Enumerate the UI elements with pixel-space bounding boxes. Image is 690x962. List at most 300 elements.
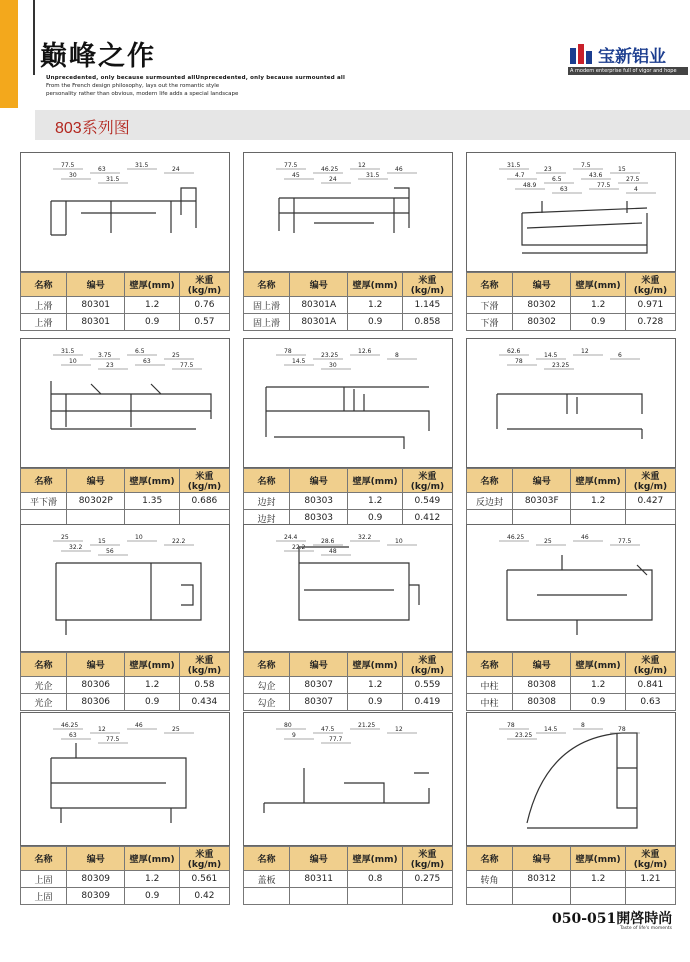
dimension-label: 12 [395,726,403,733]
dimension-label: 7.5 [581,162,591,169]
spec-cell: 上滑 [21,314,67,331]
dimension-label: 77.7 [329,736,343,743]
spec-header-cell: 名称 [21,273,67,297]
profile-cross-section [21,339,229,467]
spec-cell: 0.419 [402,694,452,711]
spec-cell: 0.9 [125,314,179,331]
dimension-label: 23.25 [552,362,570,369]
dimension-label: 32.2 [69,544,83,551]
spec-cell: 0.427 [625,493,675,510]
spec-cell: 1.2 [348,677,402,694]
spec-row [21,314,230,331]
spec-cell: 1.21 [625,871,675,888]
profile-cross-section [21,525,229,651]
spec-header-cell: 名称 [21,469,67,493]
dimension-label: 46.25 [321,166,339,173]
dimension-label: 80 [284,722,292,729]
spec-cell: 勾企 [244,694,290,711]
profile-drawing [243,152,453,272]
header-rule [33,0,35,75]
spec-header-cell: 名称 [21,847,67,871]
profile-drawing [466,338,676,468]
spec-header-cell: 壁厚(mm) [125,847,179,871]
spec-cell: 0.728 [625,314,675,331]
dimension-label: 24 [172,166,180,173]
profile-outline [299,547,419,620]
spec-cell [348,888,402,905]
profile-drawing [20,338,230,468]
dimension-label: 56 [106,548,114,555]
spec-header-cell: 米重(kg/m) [179,469,229,493]
spec-cell: 80302P [66,493,125,510]
spec-header-cell: 米重(kg/m) [625,847,675,871]
spec-header-cell: 壁厚(mm) [571,653,625,677]
profile-outline [51,743,186,823]
dimension-label: 12.6 [358,348,372,355]
spec-cell: 0.9 [348,314,402,331]
profile-drawing [466,524,676,652]
profile-drawing [466,712,676,846]
spec-header-cell: 编号 [289,469,348,493]
spec-cell: 固上滑 [244,297,290,314]
spec-cell: 边封 [244,493,290,510]
spec-row [467,871,676,888]
spec-header-cell: 壁厚(mm) [348,469,402,493]
spec-table [243,272,453,331]
dimension-label: 31.5 [135,162,149,169]
dimension-label: 6.5 [552,176,562,183]
dimension-label: 6 [618,352,622,359]
spec-header-row [21,653,230,677]
dimension-label: 78 [507,722,515,729]
dimension-label: 46 [395,166,403,173]
dimension-label: 23 [106,362,114,369]
spec-cell: 0.841 [625,677,675,694]
profile-drawing [243,338,453,468]
spec-cell [244,888,290,905]
spec-header-cell: 编号 [289,273,348,297]
spec-cell: 80306 [66,694,125,711]
profile-drawing [466,152,676,272]
dimension-label: 48 [329,548,337,555]
spec-cell: 0.9 [571,314,625,331]
dimension-label: 78 [284,348,292,355]
spec-header-cell: 编号 [66,273,125,297]
spec-cell: 80308 [512,677,571,694]
subline-2: personality rather than obvious, modern life adds a special landscape [46,91,239,97]
spec-row [244,677,453,694]
spec-header-cell: 名称 [244,273,290,297]
spec-header-row [467,273,676,297]
spec-cell: 80301A [289,297,348,314]
dimension-label: 25 [544,538,552,545]
spec-header-cell: 编号 [66,469,125,493]
spec-header-cell: 编号 [512,847,571,871]
spec-cell: 0.42 [179,888,229,905]
spec-row [467,677,676,694]
spec-row [244,694,453,711]
footer-subtitle: Taste of life's moments [620,926,672,931]
spec-row [21,888,230,905]
spec-cell: 80303 [289,493,348,510]
spec-header-cell: 名称 [21,653,67,677]
spec-cell [402,888,452,905]
spec-header-cell: 编号 [512,273,571,297]
dimension-label: 77.5 [106,736,120,743]
dimension-label: 22.2 [172,538,186,545]
dimension-label: 78 [515,358,523,365]
spec-header-cell: 壁厚(mm) [571,847,625,871]
spec-header-cell: 编号 [289,847,348,871]
spec-header-cell: 米重(kg/m) [402,847,452,871]
dimension-label: 12 [581,348,589,355]
spec-cell: 平下滑 [21,493,67,510]
spec-header-row [21,469,230,493]
spec-cell: 盖板 [244,871,290,888]
profile-drawing [20,152,230,272]
spec-header-cell: 米重(kg/m) [179,653,229,677]
dimension-label: 14.5 [544,726,558,733]
spec-header-cell: 名称 [467,273,513,297]
spec-cell: 80311 [289,871,348,888]
spec-header-row [244,273,453,297]
spec-cell: 1.145 [402,297,452,314]
dimension-label: 28.6 [321,538,335,545]
profile-outline [51,188,196,235]
spec-header-cell: 壁厚(mm) [125,653,179,677]
spec-cell: 边封 [244,510,290,527]
profile-drawing [243,712,453,846]
spec-header-cell: 壁厚(mm) [125,469,179,493]
profile-outline [507,555,652,635]
spec-row [21,694,230,711]
spec-header-cell: 米重(kg/m) [402,273,452,297]
profile-outline [522,201,647,253]
spec-header-cell: 编号 [512,653,571,677]
spec-header-row [244,847,453,871]
spec-cell: 0.9 [125,888,179,905]
profile-cross-section [244,153,452,271]
page-title: 巅峰之作 [40,41,156,72]
dimension-label: 15 [618,166,626,173]
spec-row [467,493,676,510]
dimension-label: 62.6 [507,348,521,355]
dimension-label: 47.5 [321,726,335,733]
dimension-label: 25 [172,726,180,733]
dimension-label: 30 [329,362,337,369]
dimension-label: 25 [172,352,180,359]
dimension-label: 12 [98,726,106,733]
spec-header-cell: 壁厚(mm) [125,273,179,297]
spec-header-row [467,469,676,493]
spec-table [243,652,453,711]
dimension-label: 63 [98,166,106,173]
dimension-label: 23.25 [515,732,533,739]
spec-table [20,272,230,331]
dimension-label: 63 [69,732,77,739]
profile-cross-section [467,525,675,651]
spec-cell: 0.559 [402,677,452,694]
spec-cell: 光企 [21,694,67,711]
dimension-label: 4.7 [515,172,525,179]
spec-header-cell: 名称 [467,469,513,493]
spec-cell: 80307 [289,677,348,694]
profile-drawing [20,712,230,846]
dimension-label: 8 [581,722,585,729]
dimension-label: 31.5 [507,162,521,169]
profile-outline [264,768,429,813]
dimension-label: 3.75 [98,352,112,359]
spec-row [244,871,453,888]
spec-header-row [21,273,230,297]
dimension-label: 77.5 [180,362,194,369]
profile-outline [266,387,429,449]
spec-header-cell: 壁厚(mm) [571,469,625,493]
profile-outline [56,563,201,635]
spec-cell: 中柱 [467,677,513,694]
profile-cross-section [244,525,452,651]
spec-cell [571,888,625,905]
spec-cell: 1.2 [125,677,179,694]
spec-header-row [467,847,676,871]
spec-cell: 中柱 [467,694,513,711]
spec-row [467,888,676,905]
subline-1: From the French design philosophy, lays out the romantic style [46,83,220,89]
side-tab [0,0,18,108]
profile-cross-section [244,339,452,467]
spec-cell: 1.2 [571,871,625,888]
spec-header-row [244,653,453,677]
spec-cell: 0.412 [402,510,452,527]
dimension-label: 14.5 [544,352,558,359]
spec-table [466,652,676,711]
dimension-label: 10 [135,534,143,541]
profile-cross-section [21,713,229,845]
spec-cell [289,888,348,905]
spec-cell: 80307 [289,694,348,711]
profile-outline [497,394,642,439]
spec-cell: 80308 [512,694,571,711]
spec-header-row [21,847,230,871]
spec-table [243,846,453,905]
spec-cell: 0.76 [179,297,229,314]
dimension-label: 15 [98,538,106,545]
dimension-label: 24.4 [284,534,298,541]
dimension-label: 63 [143,358,151,365]
spec-header-row [244,469,453,493]
spec-header-cell: 壁厚(mm) [348,847,402,871]
dimension-label: 77.5 [618,538,632,545]
spec-cell: 1.2 [348,297,402,314]
dimension-label: 22.2 [292,544,306,551]
spec-cell [467,888,513,905]
spec-cell: 固上滑 [244,314,290,331]
spec-cell: 80301 [66,314,125,331]
spec-table [466,272,676,331]
spec-table [20,652,230,711]
spec-cell: 0.9 [125,694,179,711]
spec-cell: 0.9 [348,694,402,711]
spec-cell: 0.63 [625,694,675,711]
spec-cell [512,888,571,905]
dimension-label: 23 [544,166,552,173]
spec-row [244,297,453,314]
dimension-label: 31.5 [61,348,75,355]
spec-cell: 下滑 [467,314,513,331]
logo-name: 宝新铝业 [598,47,666,67]
spec-header-cell: 米重(kg/m) [179,847,229,871]
spec-cell: 下滑 [467,297,513,314]
dimension-label: 31.5 [106,176,120,183]
spec-row [467,314,676,331]
dimension-label: 31.5 [366,172,380,179]
dimension-label: 27.5 [626,176,640,183]
dimension-label: 46.25 [61,722,79,729]
spec-cell: 80312 [512,871,571,888]
spec-cell: 1.35 [125,493,179,510]
dimension-label: 46.25 [507,534,525,541]
dimension-label: 14.5 [292,358,306,365]
spec-header-cell: 米重(kg/m) [402,653,452,677]
spec-row [21,493,230,510]
dimension-label: 9 [292,732,296,739]
spec-row [467,694,676,711]
spec-cell: 80301 [66,297,125,314]
spec-cell [625,888,675,905]
spec-header-cell: 编号 [512,469,571,493]
section-title: 803系列图 [55,120,130,137]
profile-cross-section [467,339,675,467]
spec-cell: 0.9 [348,510,402,527]
spec-header-cell: 名称 [244,469,290,493]
spec-row [21,677,230,694]
spec-cell: 0.57 [179,314,229,331]
brand-logo [568,40,688,80]
dimension-label: 30 [69,172,77,179]
spec-cell: 1.2 [571,493,625,510]
profile-cross-section [244,713,452,845]
spec-cell: 80301A [289,314,348,331]
spec-header-cell: 名称 [244,847,290,871]
spec-cell: 80309 [66,888,125,905]
dimension-label: 25 [61,534,69,541]
spec-row [244,493,453,510]
spec-cell: 1.2 [571,677,625,694]
spec-cell: 0.434 [179,694,229,711]
dimension-label: 10 [69,358,77,365]
dimension-label: 46 [581,534,589,541]
spec-row [244,314,453,331]
spec-table [20,846,230,905]
dimension-label: 43.6 [589,172,603,179]
spec-cell: 0.9 [571,694,625,711]
spec-cell: 转角 [467,871,513,888]
dimension-label: 6.5 [135,348,145,355]
logo-band: A modern enterprise full of vigor and hope [568,67,688,75]
spec-cell: 0.549 [402,493,452,510]
spec-header-cell: 米重(kg/m) [625,653,675,677]
spec-header-cell: 米重(kg/m) [402,469,452,493]
spec-cell: 0.686 [179,493,229,510]
spec-header-cell: 名称 [244,653,290,677]
dimension-label: 77.5 [61,162,75,169]
spec-cell: 反边封 [467,493,513,510]
spec-header-cell: 壁厚(mm) [571,273,625,297]
profile-drawing [20,524,230,652]
spec-table [466,846,676,905]
spec-table [20,468,230,527]
tagline: Unprecedented, only because surmounted allUnprecedented, only because surmounted all [46,75,346,81]
spec-cell: 上滑 [21,297,67,314]
dimension-label: 12 [358,162,366,169]
dimension-label: 63 [560,186,568,193]
dimension-label: 48.9 [523,182,537,189]
spec-header-cell: 名称 [467,653,513,677]
spec-cell: 1.2 [125,297,179,314]
dimension-label: 46 [135,722,143,729]
spec-header-cell: 壁厚(mm) [348,653,402,677]
spec-cell: 0.8 [348,871,402,888]
page-numbers: 050-051開啓時尚 [552,911,673,927]
spec-cell: 上固 [21,888,67,905]
spec-row [244,888,453,905]
profile-drawing [243,524,453,652]
dimension-label: 23.25 [321,352,339,359]
spec-row [467,297,676,314]
profile-cross-section [467,713,675,845]
spec-cell: 0.971 [625,297,675,314]
spec-header-cell: 编号 [289,653,348,677]
dimension-label: 78 [618,726,626,733]
spec-header-cell: 米重(kg/m) [625,273,675,297]
spec-row [21,871,230,888]
spec-row [21,297,230,314]
spec-cell: 80302 [512,314,571,331]
profile-outline [527,733,637,828]
dimension-label: 77.5 [597,182,611,189]
spec-cell: 0.858 [402,314,452,331]
logo-mark-icon [568,42,594,64]
spec-cell: 勾企 [244,677,290,694]
dimension-label: 77.5 [284,162,298,169]
spec-cell: 1.2 [348,493,402,510]
section-band [35,110,690,140]
spec-cell: 1.2 [571,297,625,314]
profile-cross-section [467,153,675,271]
dimension-label: 32.2 [358,534,372,541]
spec-cell: 80306 [66,677,125,694]
profile-outline [279,188,409,233]
spec-cell: 1.2 [125,871,179,888]
profile-outline [51,381,211,429]
spec-cell: 0.275 [402,871,452,888]
dimension-label: 45 [292,172,300,179]
spec-header-cell: 壁厚(mm) [348,273,402,297]
dimension-label: 10 [395,538,403,545]
spec-cell: 光企 [21,677,67,694]
dimension-label: 4 [634,186,638,193]
profile-cross-section [21,153,229,271]
spec-table [466,468,676,527]
spec-header-cell: 编号 [66,653,125,677]
dimension-label: 24 [329,176,337,183]
spec-cell: 上固 [21,871,67,888]
spec-header-cell: 编号 [66,847,125,871]
spec-table [243,468,453,527]
spec-header-row [467,653,676,677]
spec-header-cell: 米重(kg/m) [625,469,675,493]
spec-cell: 80303F [512,493,571,510]
